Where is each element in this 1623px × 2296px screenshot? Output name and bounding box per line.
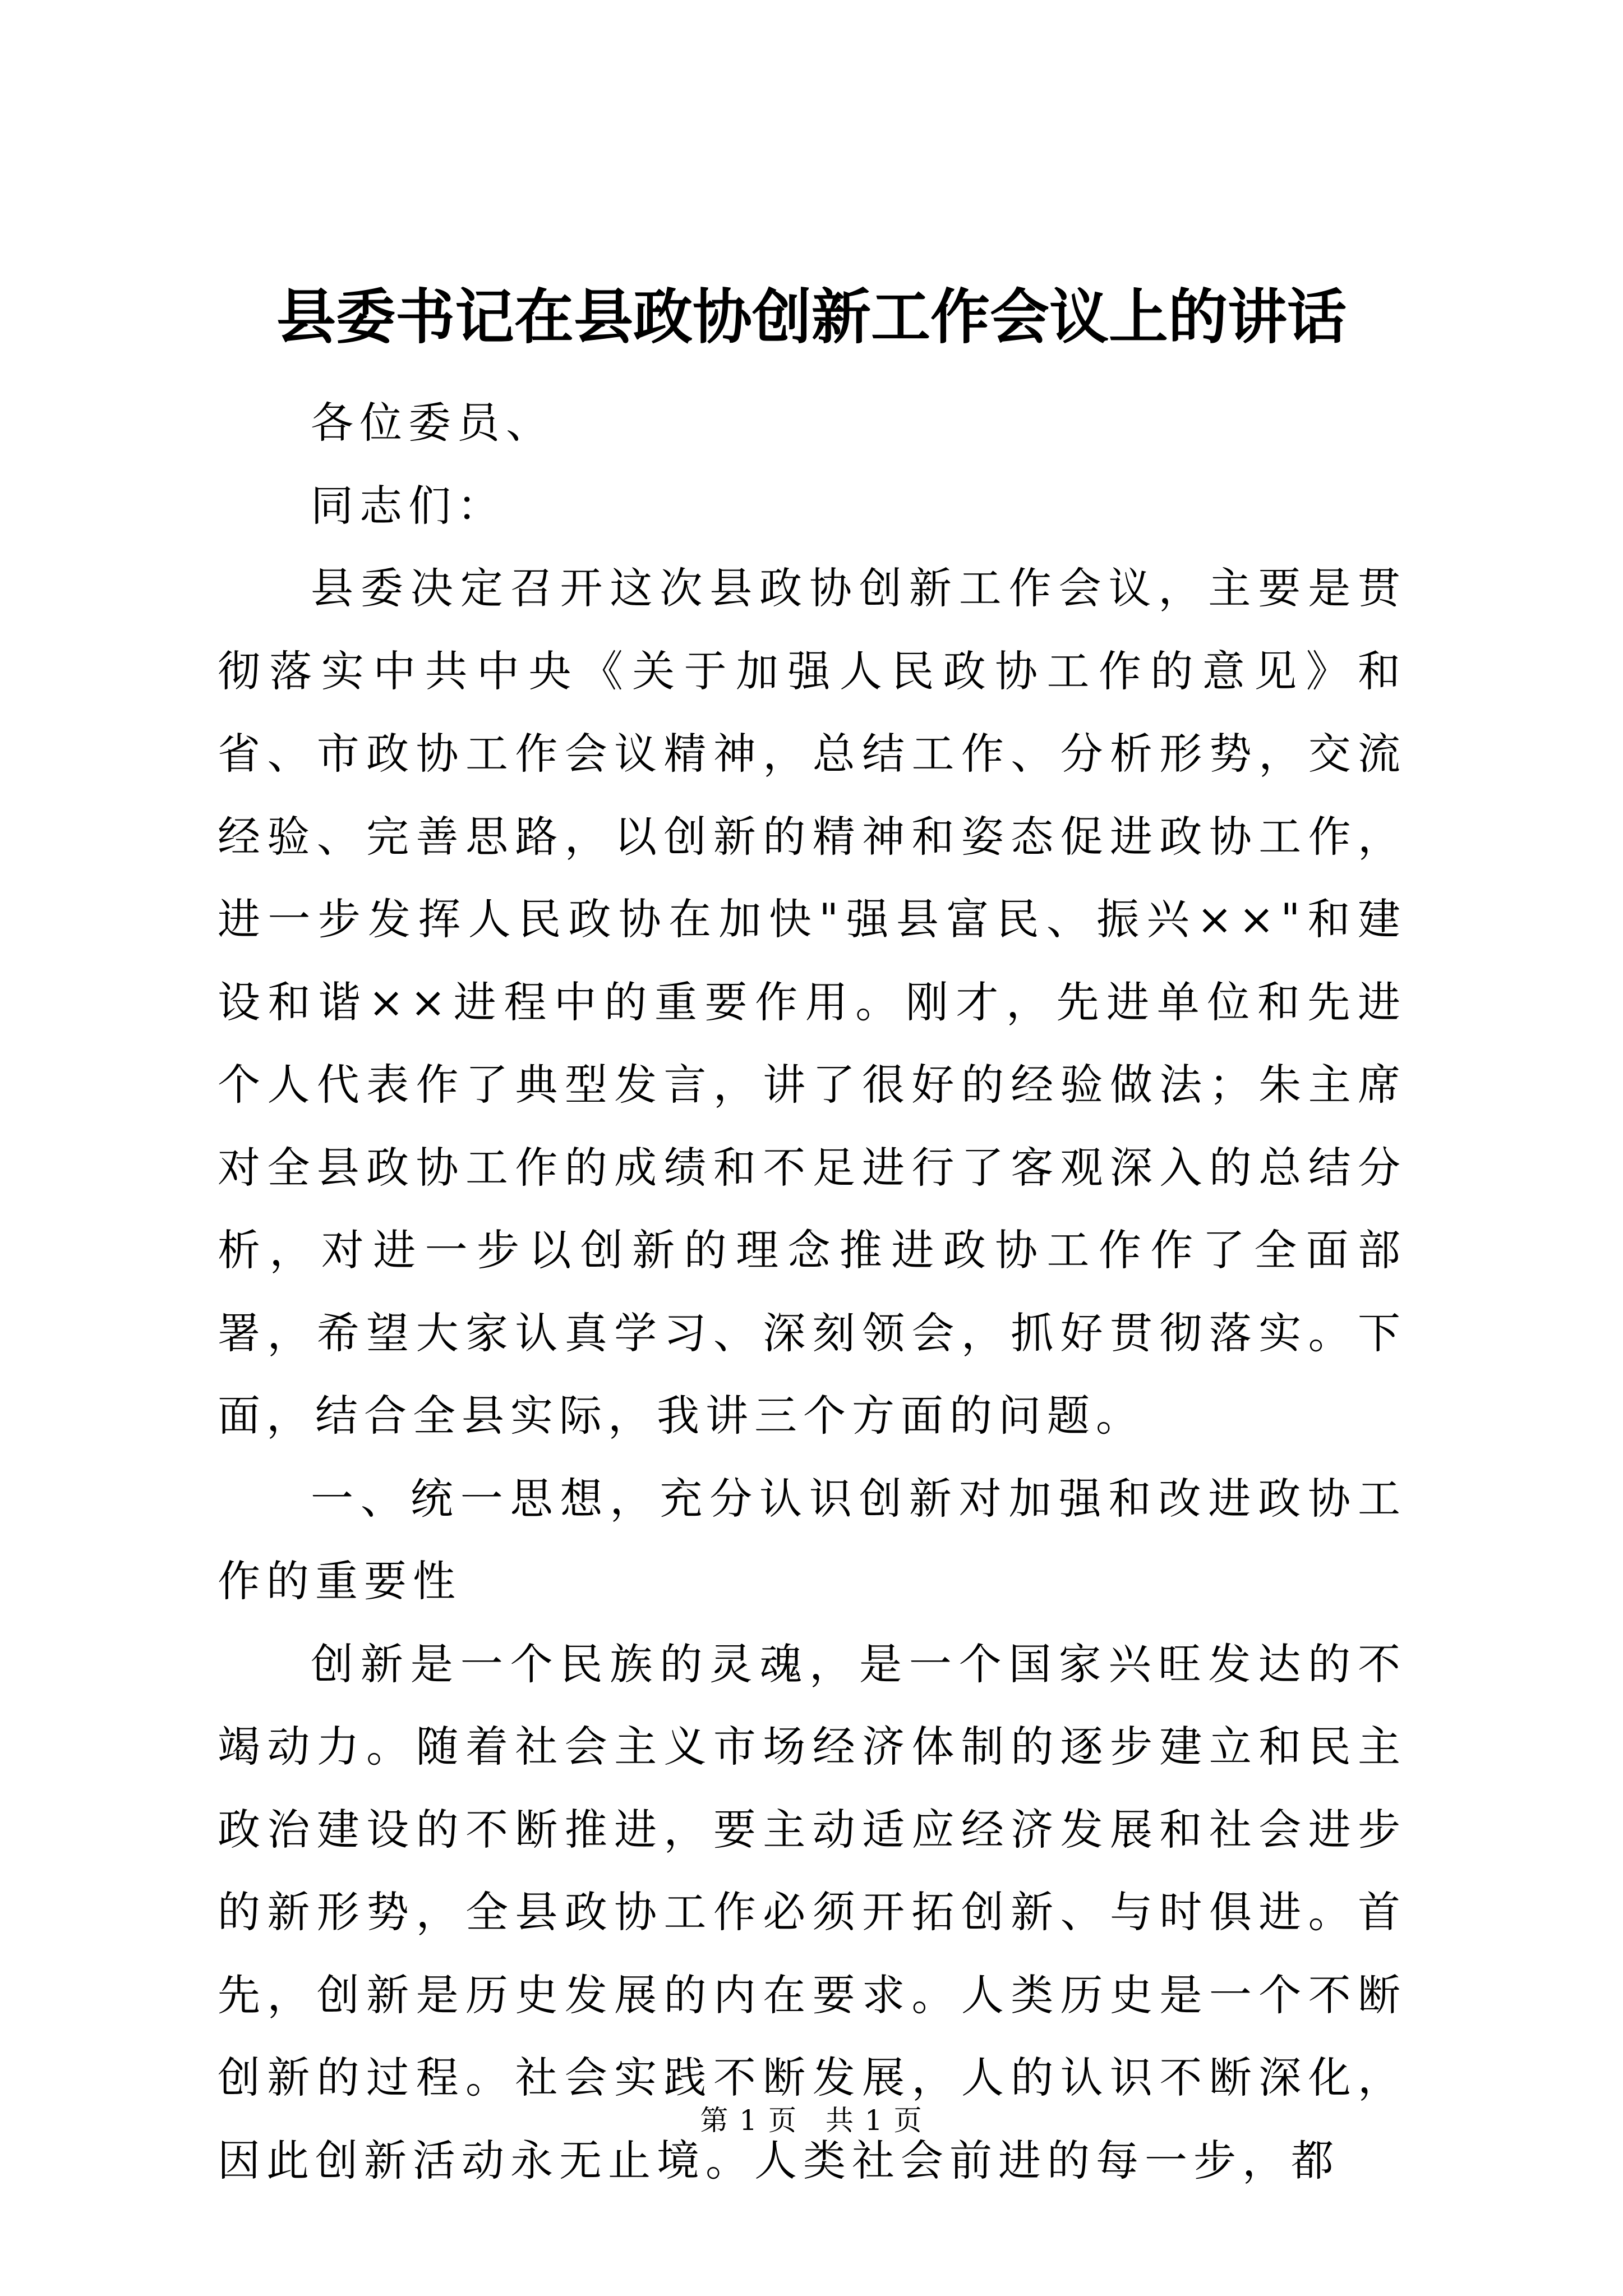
section-heading-1: 一、统一思想，充分认识创新对加强和改进政协工作的重要性: [218, 1473, 1407, 1606]
salutation-line-1: 各位委员、: [311, 398, 555, 448]
body-paragraph: 创新是一个民族的灵魂，是一个国家兴旺发达的不竭动力。随着社会主义市场经济体制的逐步建立和民主政治建设的不断推进，要主动适应经济发展和社会进步的新形势，全县政协工作必须开拓创新、与时俱进。首先，创新是历史发展的内在要求。人类历史是一个不断创新的过程。社会实践不断发展，人的认识不断深化，因此创新活动永无止境。人类社会前进的每一步，都: [218, 1639, 1407, 2185]
page-total: 共 1 页: [826, 2104, 923, 2137]
document-body: [218, 381, 1407, 2202]
page-number: 第 1 页: [700, 2104, 797, 2137]
page-footer: [0, 2101, 1623, 2140]
salutation-line-2: 同志们：: [311, 480, 506, 531]
intro-paragraph: 县委决定召开这次县政协创新工作会议，主要是贯彻落实中共中央《关于加强人民政协工作的意见》和省、市政协工作会议精神，总结工作、分析形势，交流经验、完善思路，以创新的精神和姿态促进政协工作，进一步发挥人民政协在加快"强县富民、振兴××"和建设和谐××进程中的重要作用。刚才，先进单位和先进个人代表作了典型发言，讲了很好的经验做法；朱主席对全县政协工作的成绩和不足进行了客观深入的总结分析，对进一步以创新的理念推进政协工作作了全面部署，希望大家认真学习、深刻领会，抓好贯彻落实。下面，结合全县实际，我讲三个方面的问题。: [218, 563, 1407, 1441]
document-title: 县委书记在县政协创新工作会议上的讲话: [276, 282, 1347, 352]
